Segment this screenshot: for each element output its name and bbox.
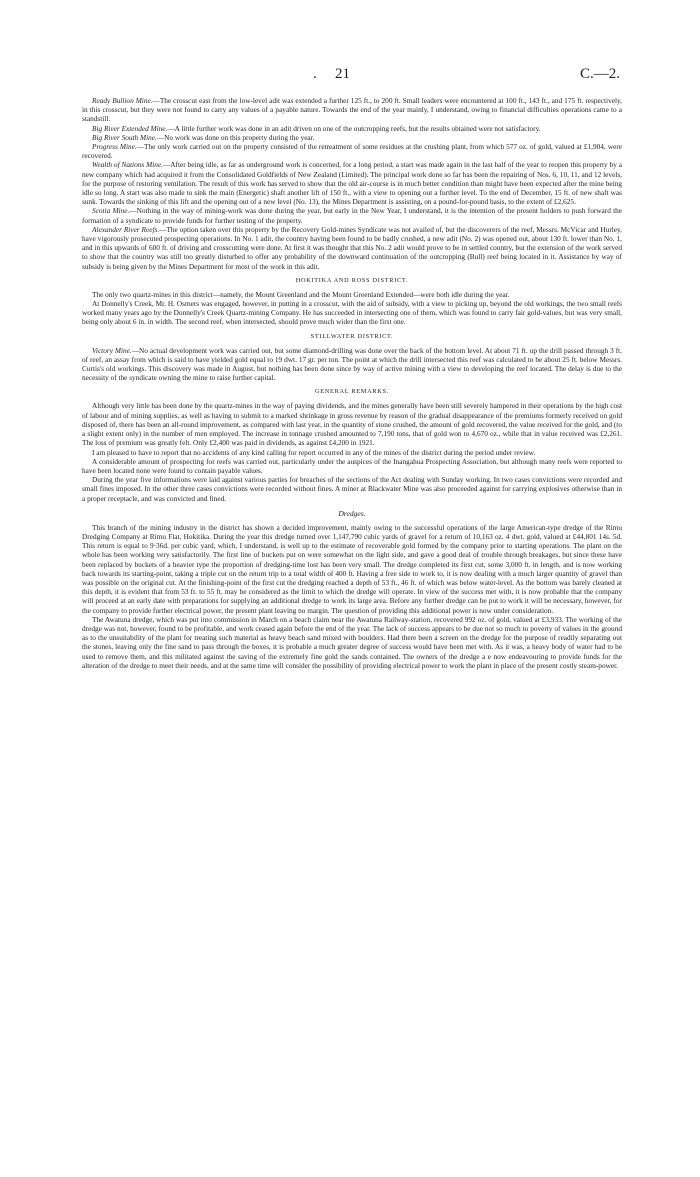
paragraph-wealth-of-nations xyxy=(82,160,622,206)
paragraph-text: —No actual development work was carried out, but some diamond-drilling was done over the back of the bottom level. At about 71 ft. up the drill passed through 3 ft. of reef, an assay from which is said to have yielded gold equal to 19 dwt. 17 gr. per ton. The point at which the drill intersected this reef was calculated to be about 25 ft. below Messrs. Curtis's old workings. This discovery was made in August, but nothing has been done since by way of active mining with a view to developing the reef located. The delay is due to the necessity of the syndicate owning the mine to raise further capital. xyxy=(82,345,623,383)
paragraph-text: —The option taken over this property by the Recovery Gold-mines Syndicate was not availed of, but the discoverers of the reef, Messrs. McVicar and Hurley, have vigorously prosecuted prospecting operations. In No. 1 adit, the country having been found to be badly crushed, a new adit (No. 2) was opened out, about 130 ft. lower than No. 1, and in this upwards of 600 ft. of driving and crosscutting were done. At first it was thought that this No. 2 adit would prove to be in settled country, but the extension of the work served to show that the country was still too greatly disturbed to offer any probability of the downward continuation of the outcropping (Bull) reef being located in it. Assistance by way of subsidy is being given by the Mines Department for most of the work in this adit. xyxy=(82,224,623,271)
header-dot: . xyxy=(313,66,317,82)
mine-name: Scotia Mine. xyxy=(92,206,130,216)
mine-name: Alexander River Reefs. xyxy=(92,224,160,234)
section-heading-general-remarks: GENERAL REMARKS. xyxy=(315,388,389,396)
paragraph-text: —A little further work was done in an adit driven on one of the outcropping reefs, but the results obtained were not satisfactory. xyxy=(167,123,541,133)
mine-name: Ready Bullion Mine. xyxy=(92,96,153,105)
paragraph-text: —Nothing in the way of mining-work was done during the year, but early in the New Year, I understand, it is the intention of the present holders to push forward the formation of a syndicate to provide funds for further testing of the property. xyxy=(82,206,622,225)
paragraph-rimu-dredge: This branch of the mining industry in the district has shown a decided improvement, mainly owing to the successful operations of the large American-type dredge of the Rimu Dredging Company at Rimu Flat, Hokitika. During the year this dredge turned over 1,147,790 cubic yards of gravel for a return of 10,163 oz. 4 dwt. gold, valued at £44,801 14s. 5d. This return is equal to 9·36d. per cubic yard, which, I understand, is well up to the estimate of recoverable gold formed by the company prior to starting operations. The plant on the whole has been working very satisfactorily. The first line of buckets put on were somewhat on the light side, and gave a good deal of trouble through breakages, but since these have been replaced by buckets of a heavier type the proportion of dredging-time lost has been very small. The dredge completed its first cut, some 3,000 ft. in length, and is now working back towards its starting-point, taking a triple cut on the return trip to a total width of 400 ft. Having a free side to work to, it is now dealing with a much larger quantity of gravel than was possible on the original cut. At the finishing-point of the first cut the dredging reached a depth of 53 ft., 46 ft. of which was below water-level. As the bottom was barely cleaned at this depth, it is evident that from 53 ft. to 55 ft. may be considered as the limit to which the dredge will operate. In view of the success met with, it is now probable that the company will proceed at an early date with preparations for supplying an additional dredge to work its large area. Before any further dredge can be put to work it will be necessary, however, for the company to provide further electrical power, the present plant leaving no margin. The question of providing this additional power is now under consideration. xyxy=(82,522,622,615)
paragraph-quartz-mines-idle: The only two quartz-mines in this district—namely, the Mount Greenland and the Mount Greenland Extended—were both idle during the year. xyxy=(92,289,510,299)
section-heading-hokitika: HOKITIKA AND ROSS DISTRICT. xyxy=(295,276,409,284)
paragraph-text: —The only work carried out on the property consisted of the retreatment of some residues at the crushing plant, from which 577 oz. of gold, valued at £1,904, were recovered. xyxy=(82,142,623,161)
paragraph-big-river-south xyxy=(82,133,622,142)
page-body xyxy=(82,96,622,670)
paragraph-prospecting: A considerable amount of prospecting for reefs was carried out, particularly under the auspices of the Inangahua Prospecting Association, but although many reefs were reported to have been located none were found to contain payable values. xyxy=(82,456,622,475)
mine-name: Victory Mine. xyxy=(92,345,132,355)
mine-name: Big River South Mine. xyxy=(92,132,157,142)
page-number: 21 xyxy=(335,66,350,82)
paragraph-text: —After being idle, as far as underground work is concerned, for a long period, a start was made again in the last half of the year to reopen this property by a new company which had acquired it from the Consolidated Goldfields of New Zealand (Limited). The principal work done so far has been the repairing of Nos. 6, 10, 11, and 12 levels, for the purpose of restoring ventilation. The result of this work has served to show that the old air-course is in much better condition than might have been expected after the mine being idle so long. A start was also made to sink the main (Energetic) shaft another lift of 150 ft., with a view to opening out a further level. To the end of December, 15 ft. of new shaft was sunk. Towards the sinking of this lift and the opening out of a new level (No. 13), the Mines Department is assisting, on a pound-for-pound basis, to the extent of £2,625. xyxy=(82,160,622,207)
mine-name: Big River Extended Mine. xyxy=(92,123,168,133)
paragraph-donnellys-creek: At Donnelly's Creek, Mr. H. Osmers was engaged, however, in putting in a crosscut, with the aid of subsidy, with a view to picking up, beyond the old workings, the two small reefs worked many years ago by the Donnelly's Creek Quartz-mining Company. He has succeeded in intersecting one of them, which was found to carry fair gold-values, but was very small, being only about 6 in. in width. The second reef, when intersected, should prove much wider than the first one. xyxy=(82,299,622,327)
paragraph-progress-mine xyxy=(82,142,622,160)
page-header xyxy=(0,66,700,88)
paragraph-scotia-mine xyxy=(82,206,622,224)
mine-name: Wealth of Nations Mine. xyxy=(92,160,163,170)
paragraph-accidents: I am pleased to have to report that no accidents of any kind calling for report occurred in any of the mines of the district during the period under review. xyxy=(92,447,536,457)
paragraph-alexander-river xyxy=(82,225,622,271)
section-heading-stillwater: STILLWATER DISTRICT. xyxy=(310,332,394,340)
paragraph-informations: During the year five informations were laid against various parties for breaches of the sections of the Act dealing with Sunday working. In two cases convictions were recorded and small fines imposed. In the other three cases convictions were recorded without fines. A miner at Blackwater Mine was also proceeded against for carrying explosives otherwise than in a proper receptacle, and was convicted and fined. xyxy=(82,475,622,503)
paragraph-victory-mine xyxy=(82,346,622,383)
paragraph-text: —The crosscut east from the low-level adit was extended a further 125 ft., to 200 ft. Small leaders were encountered at 100 ft., 143 ft., and 175 ft. respectively, in this crosscut, but they were not found to carry any values of a payable nature. Towards the end of the year mainly, I understand, owing to financial difficulties operations came to a standstill. xyxy=(82,96,622,124)
paragraph-text: —No work was done on this property during the year. xyxy=(156,132,315,142)
paragraph-ready-bullion xyxy=(82,96,622,124)
paragraph-general-summary: Although very little has been done by the quartz-mines in the way of paying dividends, and the mines generally have been still severely hampered in their operations by the high cost of labour and of mining supplies, as well as having to submit to a marked shrinkage in gross revenue by reason of the gradual disappearance of the premiums formerly received on gold disposed of, there has been an all-round improvement, as compared with last year, in the quantity of stone crushed, the amount of gold recovered, the value received for the gold, and (to a slight extent only) in the number of men employed. The increase in tonnage crushed amounted to 7,190 tons, that of gold won to 4,670 oz., while that in value received was £2,261. The loss of premium was greatly felt. Only £2,400 was paid in dividends, as against £4,200 in 1921. xyxy=(82,401,622,448)
paragraph-awatuna-dredge: The Awatuna dredge, which was put into commission in March on a beach claim near the Awatuna Railway-station, recovered 992 oz. of gold, valued at £3,933. The working of the dredge was not, however, found to be profitable, and work ceased again before the end of the year. The lack of success appears to be due not so much to poverty of values in the ground as to the unsuitability of the plant for treating such material as heavy beach sand mixed with boulders. Had there been a screen on the dredge for the purpose of readily separating out the stones, leaving only the fine sand to pass through the boxes, it is probable a much greater degree of success would have been met with. As it was, a heavy body of water had to be used to remove them, and this militated against the saving of the extremely fine gold the sands contained. The owners of the dredge a e now endeavouring to provide funds for the alteration of the dredge to meet their needs, and at the same time will consider the possibility of providing electrical power to work the plant in place of the present costly steam-power. xyxy=(82,614,622,670)
document-reference: C.—2. xyxy=(579,66,620,82)
paragraph-big-river-extended xyxy=(82,124,622,133)
section-heading-dredges: Dredges. xyxy=(338,508,366,518)
mine-name: Progress Mine. xyxy=(92,142,137,152)
